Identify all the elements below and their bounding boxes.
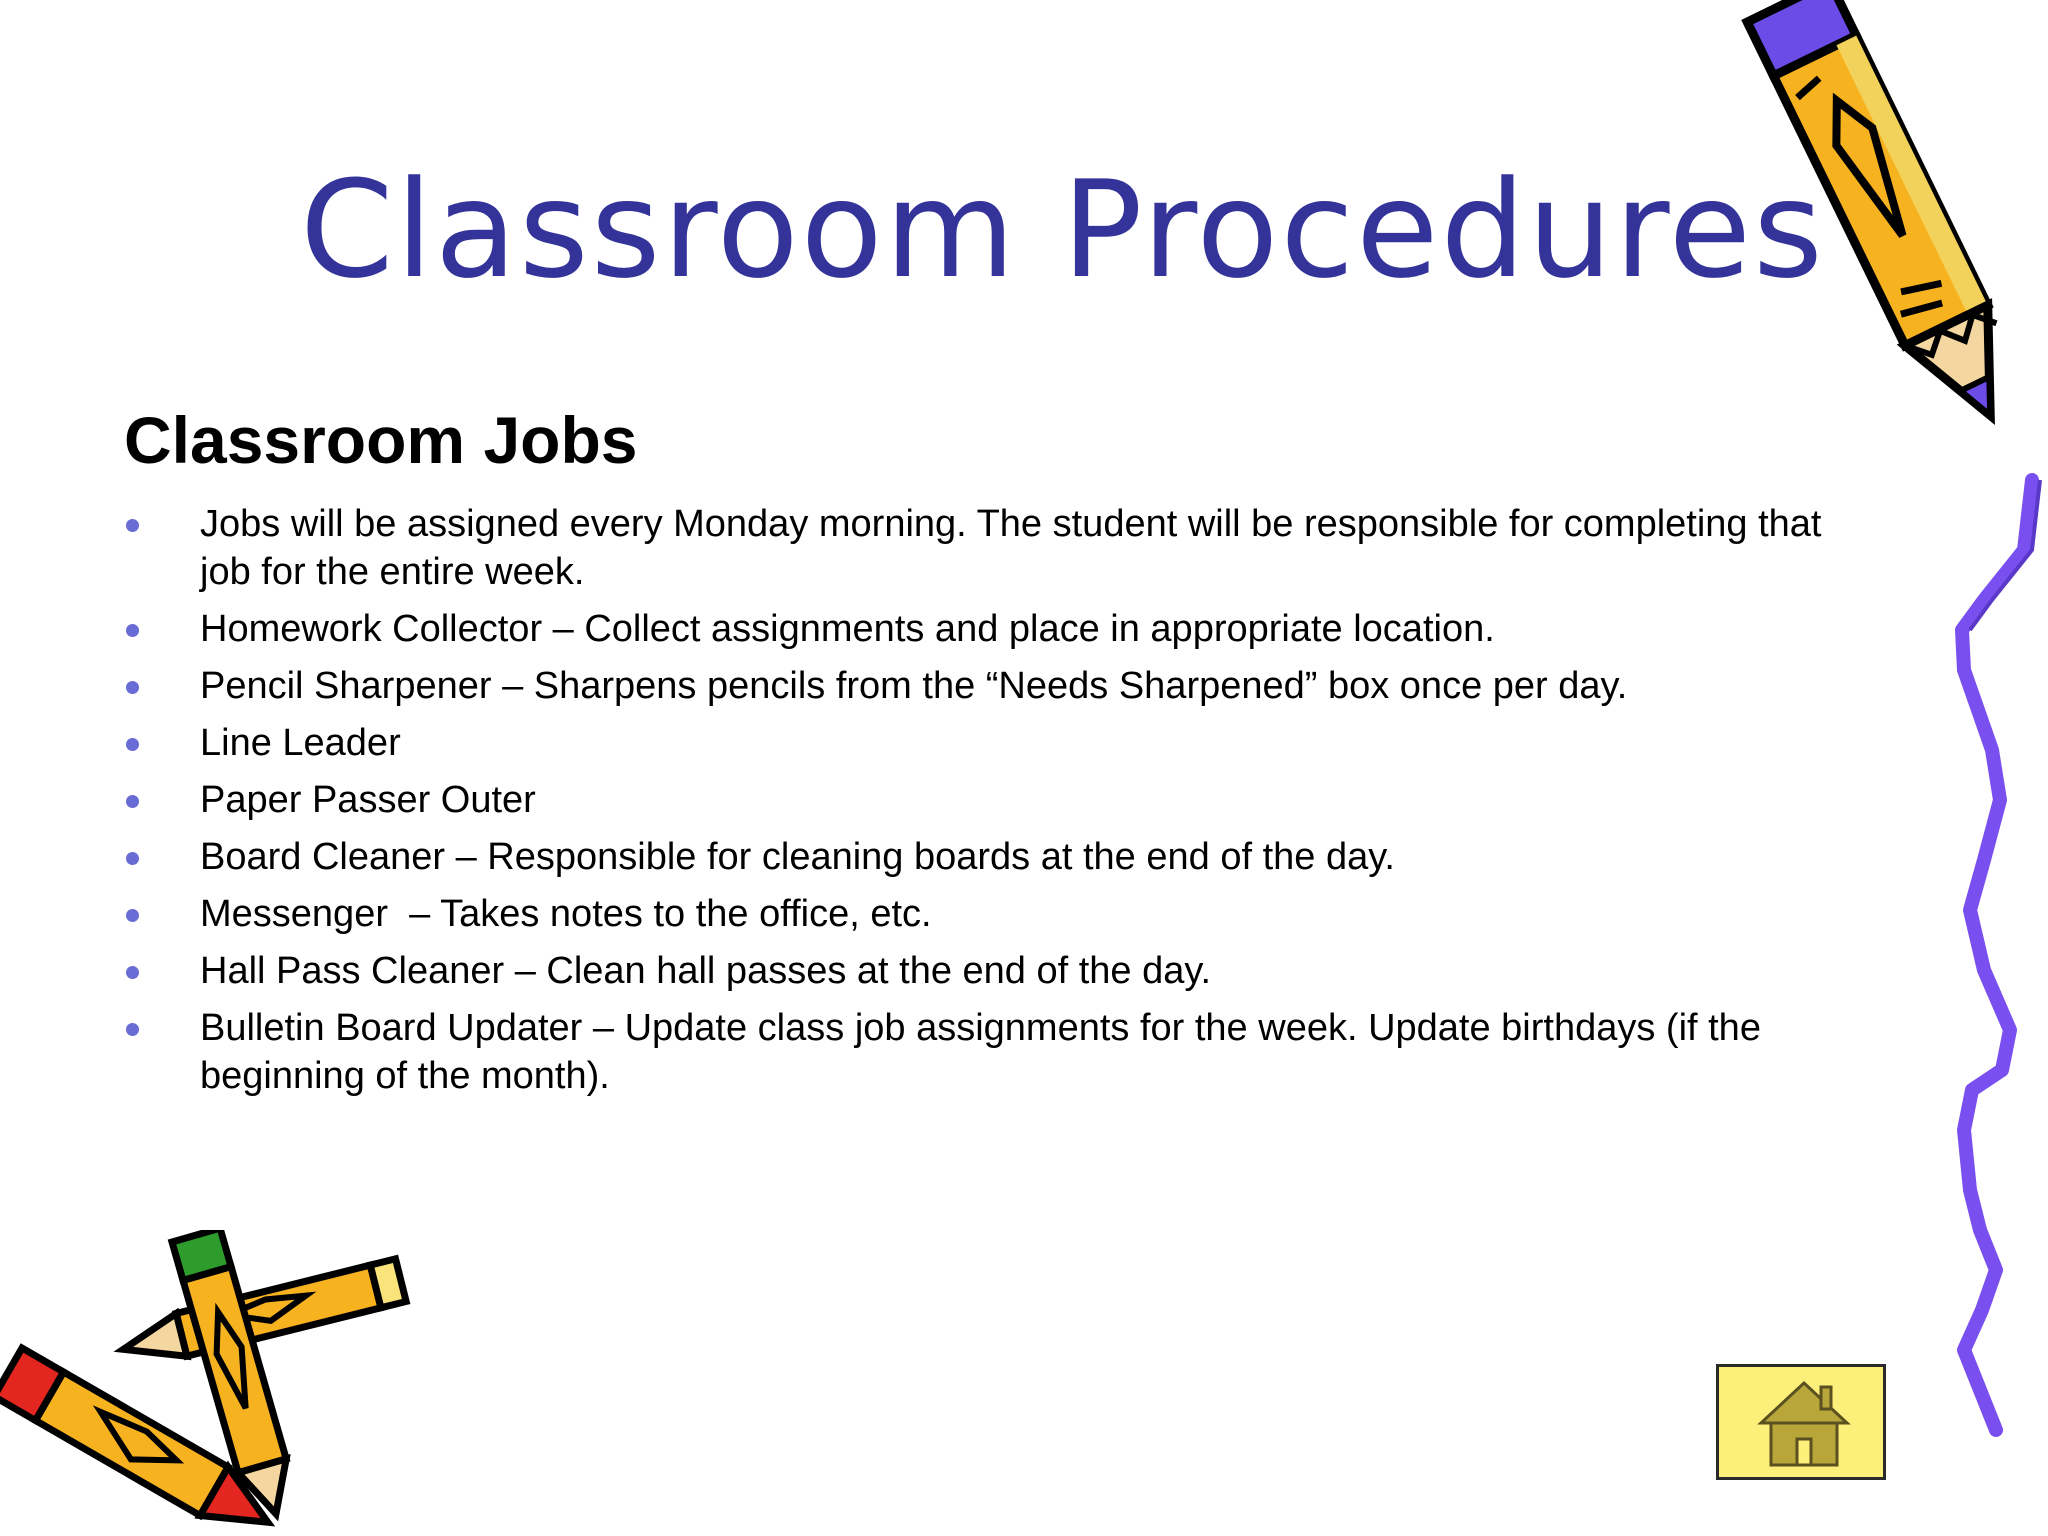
list-item-text: Paper Passer Outer (200, 779, 536, 821)
bullet-icon (126, 1023, 139, 1036)
list-item-text: Hall Pass Cleaner – Clean hall passes at the end of the day. (200, 950, 1212, 992)
squiggle-line (1940, 470, 2048, 1450)
list-item-text: Homework Collector – Collect assignments and place in appropriate location. (200, 608, 1495, 650)
list-item (124, 890, 1824, 938)
home-icon (1757, 1379, 1851, 1469)
list-item-text: Messenger – Takes notes to the office, etc. (200, 893, 932, 935)
bullet-icon (126, 624, 139, 637)
bullet-icon (126, 852, 139, 865)
list-item-text: Line Leader (200, 722, 401, 764)
bullet-icon (126, 519, 139, 532)
bullet-icon (126, 795, 139, 808)
bullet-icon (126, 738, 139, 751)
bullet-icon (126, 681, 139, 694)
list-item (124, 662, 1824, 710)
list-item (124, 833, 1824, 881)
crossed-pencils-icon (0, 1230, 420, 1530)
list-item-text: Board Cleaner – Responsible for cleaning boards at the end of the day. (200, 836, 1395, 878)
list-item-text: Pencil Sharpener – Sharpens pencils from the “Needs Sharpened” box once per day. (200, 665, 1628, 707)
list-item (124, 776, 1824, 824)
slide-title: Classroom Procedures (300, 152, 1825, 308)
list-item (124, 500, 1824, 596)
home-button[interactable] (1716, 1364, 1886, 1480)
list-item (124, 719, 1824, 767)
list-item-text: Jobs will be assigned every Monday morning. The student will be responsible for completing that job for the entire week. (200, 503, 1822, 593)
bullet-icon (126, 966, 139, 979)
list-item (124, 605, 1824, 653)
list-item (124, 947, 1824, 995)
bullet-list (124, 500, 1824, 1109)
list-item (124, 1004, 1824, 1100)
section-heading: Classroom Jobs (124, 403, 638, 477)
list-item-text: Bulletin Board Updater – Update class job assignments for the week. Update birthdays (if the beginning of the month). (200, 1007, 1761, 1097)
bullet-icon (126, 909, 139, 922)
